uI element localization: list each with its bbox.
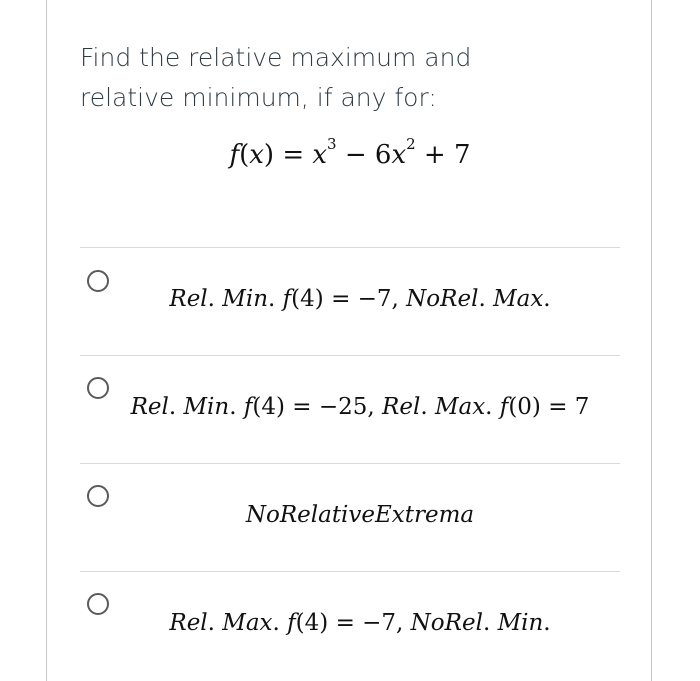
divider [80,463,620,464]
option-1-radio[interactable] [87,270,109,292]
divider [80,247,620,248]
option-3-label[interactable]: NoRelativeExtrema [245,502,475,528]
option-1-label[interactable]: Rel. Min. f(4) = −7, NoRel. Max. [169,286,551,312]
option-4-radio[interactable] [87,593,109,615]
option-2-label[interactable]: Rel. Min. f(4) = −25, Rel. Max. f(0) = 7 [130,394,590,420]
divider [80,355,620,356]
question-text: Find the relative maximum and relative minimum, if any for: [80,43,472,112]
question-equation: $f(x) = x^3 - 6x^2 + 7$ [229,135,471,170]
option-3-radio[interactable] [87,485,109,507]
option-4-label[interactable]: Rel. Max. f(4) = −7, NoRel. Min. [169,610,551,636]
option-2-radio[interactable] [87,377,109,399]
divider [80,571,620,572]
